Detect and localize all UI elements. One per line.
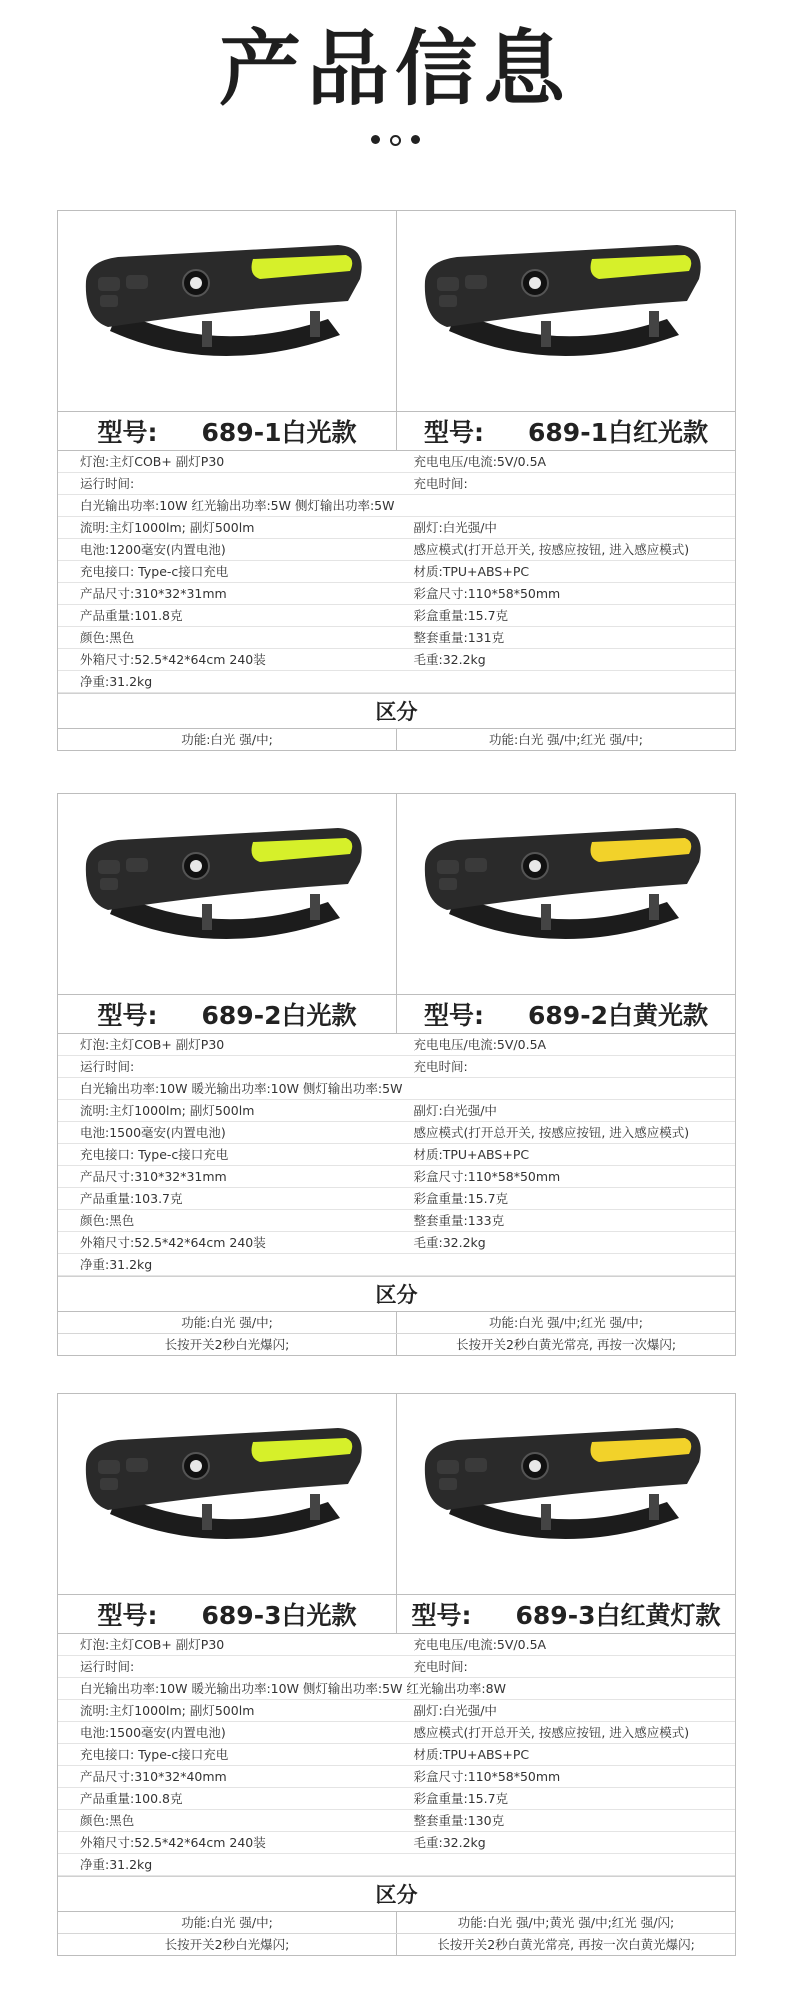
photo-row [58, 794, 735, 995]
spec-cell-left: 产品尺寸:310*32*31mm [80, 586, 227, 601]
function-cell-right: 功能:白光 强/中;红光 强/中; [396, 729, 735, 750]
photo-cell-right [396, 1394, 735, 1594]
page-title: 产品信息 [218, 22, 571, 117]
function-cell-left: 功能:白光 强/中; [181, 732, 273, 747]
spec-cell-left: 充电接口: Type-c接口充电 [80, 564, 229, 579]
headlamp-image [417, 239, 707, 364]
model-cell [396, 995, 735, 1033]
function-row [58, 1312, 735, 1334]
spec-cell-full: 白光输出功率:10W 红光输出功率:5W 侧灯输出功率:5W [80, 498, 395, 513]
spec-row [58, 1722, 735, 1744]
spec-cell-left: 充电接口: Type-c接口充电 [80, 1747, 229, 1762]
spec-cell-left: 外箱尺寸:52.5*42*64cm 240装 [80, 1835, 266, 1850]
model-cell [58, 1595, 396, 1633]
model-name: 689-1白红光款 [528, 418, 708, 447]
distinct-heading: 区分 [58, 1876, 735, 1912]
spec-row [58, 1678, 735, 1700]
spec-cell-left: 净重:31.2kg [80, 1257, 153, 1272]
spec-cell-left: 产品尺寸:310*32*31mm [80, 1169, 227, 1184]
spec-row [58, 1188, 735, 1210]
spec-row [58, 1210, 735, 1232]
spec-cell-left: 颜色:黑色 [80, 1213, 135, 1228]
photo-cell-right [396, 211, 735, 411]
spec-row [58, 1122, 735, 1144]
spec-cell-left: 灯泡:主灯COB+ 副灯P30 [80, 1037, 225, 1052]
spec-row [58, 539, 735, 561]
photo-cell-left [58, 1394, 396, 1594]
headlamp-image [417, 1422, 707, 1547]
product-block [57, 1393, 736, 1956]
spec-cell-left: 外箱尺寸:52.5*42*64cm 240装 [80, 1235, 266, 1250]
function-cell-right: 功能:白光 强/中;红光 强/中; [396, 1312, 735, 1333]
model-row [58, 412, 735, 451]
spec-row [58, 1078, 735, 1100]
spec-cell-right: 彩盒重量:15.7克 [413, 608, 509, 623]
spec-cell-left: 产品尺寸:310*32*40mm [80, 1769, 227, 1784]
spec-cell-left: 运行时间: [80, 476, 135, 491]
model-cell [58, 412, 396, 450]
spec-cell-right: 整套重量:130克 [413, 1813, 505, 1828]
model-label: 型号: [424, 418, 485, 447]
headlamp-image [417, 822, 707, 947]
spec-cell-left: 流明:主灯1000lm; 副灯500lm [80, 520, 255, 535]
spec-row [58, 1166, 735, 1188]
spec-cell-right: 充电电压/电流:5V/0.5A [413, 1037, 547, 1052]
function-cell-right: 长按开关2秒白黄光常亮, 再按一次爆闪; [396, 1334, 735, 1355]
function-row [58, 1334, 735, 1355]
function-row [58, 1912, 735, 1934]
function-row [58, 729, 735, 750]
spec-cell-left: 充电接口: Type-c接口充电 [80, 1147, 229, 1162]
model-row [58, 1595, 735, 1634]
spec-cell-right: 彩盒重量:15.7克 [413, 1791, 509, 1806]
spec-cell-left: 产品重量:100.8克 [80, 1791, 183, 1806]
spec-cell-left: 运行时间: [80, 1659, 135, 1674]
spec-row [58, 451, 735, 473]
spec-row [58, 473, 735, 495]
model-label: 型号: [97, 418, 158, 447]
spec-cell-right: 充电时间: [413, 1059, 468, 1074]
spec-row [58, 1700, 735, 1722]
spec-cell-left: 净重:31.2kg [80, 1857, 153, 1872]
model-name: 689-2白光款 [201, 1001, 357, 1030]
photo-row [58, 211, 735, 412]
spec-row [58, 1232, 735, 1254]
spec-cell-left: 灯泡:主灯COB+ 副灯P30 [80, 454, 225, 469]
headlamp-image [78, 1422, 368, 1547]
function-row [58, 1934, 735, 1955]
spec-row [58, 605, 735, 627]
dot-icon [371, 135, 380, 144]
spec-row [58, 1100, 735, 1122]
spec-cell-right [402, 1854, 736, 1875]
model-cell [58, 995, 396, 1033]
function-cell-left: 长按开关2秒白光爆闪; [164, 1337, 290, 1352]
spec-row [58, 495, 735, 517]
model-label: 型号: [411, 1601, 472, 1630]
spec-cell-left: 运行时间: [80, 1059, 135, 1074]
spec-cell-left: 流明:主灯1000lm; 副灯500lm [80, 1103, 255, 1118]
spec-row [58, 1810, 735, 1832]
spec-cell-right: 毛重:32.2kg [413, 652, 486, 667]
model-name: 689-3白光款 [201, 1601, 357, 1630]
headlamp-image [78, 239, 368, 364]
spec-cell-right: 副灯:白光强/中 [413, 520, 497, 535]
photo-row [58, 1394, 735, 1595]
photo-cell-right [396, 794, 735, 994]
product-block [57, 210, 736, 751]
spec-row [58, 1854, 735, 1876]
section-dots [0, 135, 790, 146]
model-name: 689-1白光款 [201, 418, 357, 447]
spec-cell-right: 彩盒尺寸:110*58*50mm [413, 1169, 561, 1184]
model-row [58, 995, 735, 1034]
spec-cell-right: 材质:TPU+ABS+PC [413, 1747, 530, 1762]
spec-row [58, 1144, 735, 1166]
spec-cell-right: 充电电压/电流:5V/0.5A [413, 454, 547, 469]
model-label: 型号: [97, 1001, 158, 1030]
spec-cell-left: 颜色:黑色 [80, 1813, 135, 1828]
spec-row [58, 1056, 735, 1078]
photo-cell-left [58, 211, 396, 411]
spec-row [58, 1656, 735, 1678]
spec-row [58, 1634, 735, 1656]
spec-cell-left: 颜色:黑色 [80, 630, 135, 645]
spec-row [58, 561, 735, 583]
spec-cell-left: 流明:主灯1000lm; 副灯500lm [80, 1703, 255, 1718]
spec-cell-left: 电池:1500毫安(内置电池) [80, 1125, 226, 1140]
spec-cell-right: 充电电压/电流:5V/0.5A [413, 1637, 547, 1652]
spec-cell-left: 外箱尺寸:52.5*42*64cm 240装 [80, 652, 266, 667]
spec-cell-right [402, 671, 736, 692]
spec-row [58, 671, 735, 693]
spec-row [58, 517, 735, 539]
spec-row [58, 1788, 735, 1810]
distinct-heading: 区分 [58, 693, 735, 729]
spec-cell-right: 彩盒重量:15.7克 [413, 1191, 509, 1206]
spec-cell-full: 白光输出功率:10W 暖光输出功率:10W 侧灯输出功率:5W [80, 1081, 403, 1096]
spec-cell-right: 副灯:白光强/中 [413, 1703, 497, 1718]
spec-cell-left: 净重:31.2kg [80, 674, 153, 689]
spec-cell-right: 彩盒尺寸:110*58*50mm [413, 586, 561, 601]
dot-hollow-icon [390, 135, 401, 146]
spec-cell-right: 毛重:32.2kg [413, 1235, 486, 1250]
spec-cell-right: 材质:TPU+ABS+PC [413, 564, 530, 579]
spec-cell-right: 材质:TPU+ABS+PC [413, 1147, 530, 1162]
spec-cell-right: 充电时间: [413, 1659, 468, 1674]
spec-cell-right: 整套重量:133克 [413, 1213, 505, 1228]
spec-cell-right [402, 1254, 736, 1275]
spec-row [58, 649, 735, 671]
spec-row [58, 1766, 735, 1788]
spec-cell-left: 电池:1500毫安(内置电池) [80, 1725, 226, 1740]
spec-row [58, 1034, 735, 1056]
spec-cell-left: 灯泡:主灯COB+ 副灯P30 [80, 1637, 225, 1652]
function-cell-right: 长按开关2秒白黄光常亮, 再按一次白黄光爆闪; [396, 1934, 735, 1955]
spec-cell-right: 副灯:白光强/中 [413, 1103, 497, 1118]
spec-cell-right: 感应模式(打开总开关, 按感应按钮, 进入感应模式) [413, 1725, 690, 1740]
distinct-heading: 区分 [58, 1276, 735, 1312]
spec-row [58, 1832, 735, 1854]
dot-icon [411, 135, 420, 144]
product-block [57, 793, 736, 1356]
spec-row [58, 627, 735, 649]
photo-cell-left [58, 794, 396, 994]
model-label: 型号: [424, 1001, 485, 1030]
spec-cell-right: 感应模式(打开总开关, 按感应按钮, 进入感应模式) [413, 1125, 690, 1140]
headlamp-image [78, 822, 368, 947]
spec-cell-right: 感应模式(打开总开关, 按感应按钮, 进入感应模式) [413, 542, 690, 557]
spec-cell-left: 产品重量:103.7克 [80, 1191, 183, 1206]
model-cell [396, 412, 735, 450]
model-label: 型号: [97, 1601, 158, 1630]
function-cell-left: 功能:白光 强/中; [181, 1315, 273, 1330]
model-name: 689-3白红黄灯款 [515, 1601, 721, 1630]
function-cell-right: 功能:白光 强/中;黄光 强/中;红光 强/闪; [396, 1912, 735, 1933]
spec-row [58, 1254, 735, 1276]
spec-cell-right: 整套重量:131克 [413, 630, 505, 645]
spec-cell-right: 彩盒尺寸:110*58*50mm [413, 1769, 561, 1784]
model-cell [396, 1595, 735, 1633]
spec-cell-full: 白光输出功率:10W 暖光输出功率:10W 侧灯输出功率:5W 红光输出功率:8W [80, 1681, 506, 1696]
spec-cell-right: 充电时间: [413, 476, 468, 491]
function-cell-left: 长按开关2秒白光爆闪; [164, 1937, 290, 1952]
spec-cell-right: 毛重:32.2kg [413, 1835, 486, 1850]
function-cell-left: 功能:白光 强/中; [181, 1915, 273, 1930]
model-name: 689-2白黄光款 [528, 1001, 708, 1030]
spec-row [58, 583, 735, 605]
spec-cell-left: 电池:1200毫安(内置电池) [80, 542, 226, 557]
spec-cell-left: 产品重量:101.8克 [80, 608, 183, 623]
spec-row [58, 1744, 735, 1766]
